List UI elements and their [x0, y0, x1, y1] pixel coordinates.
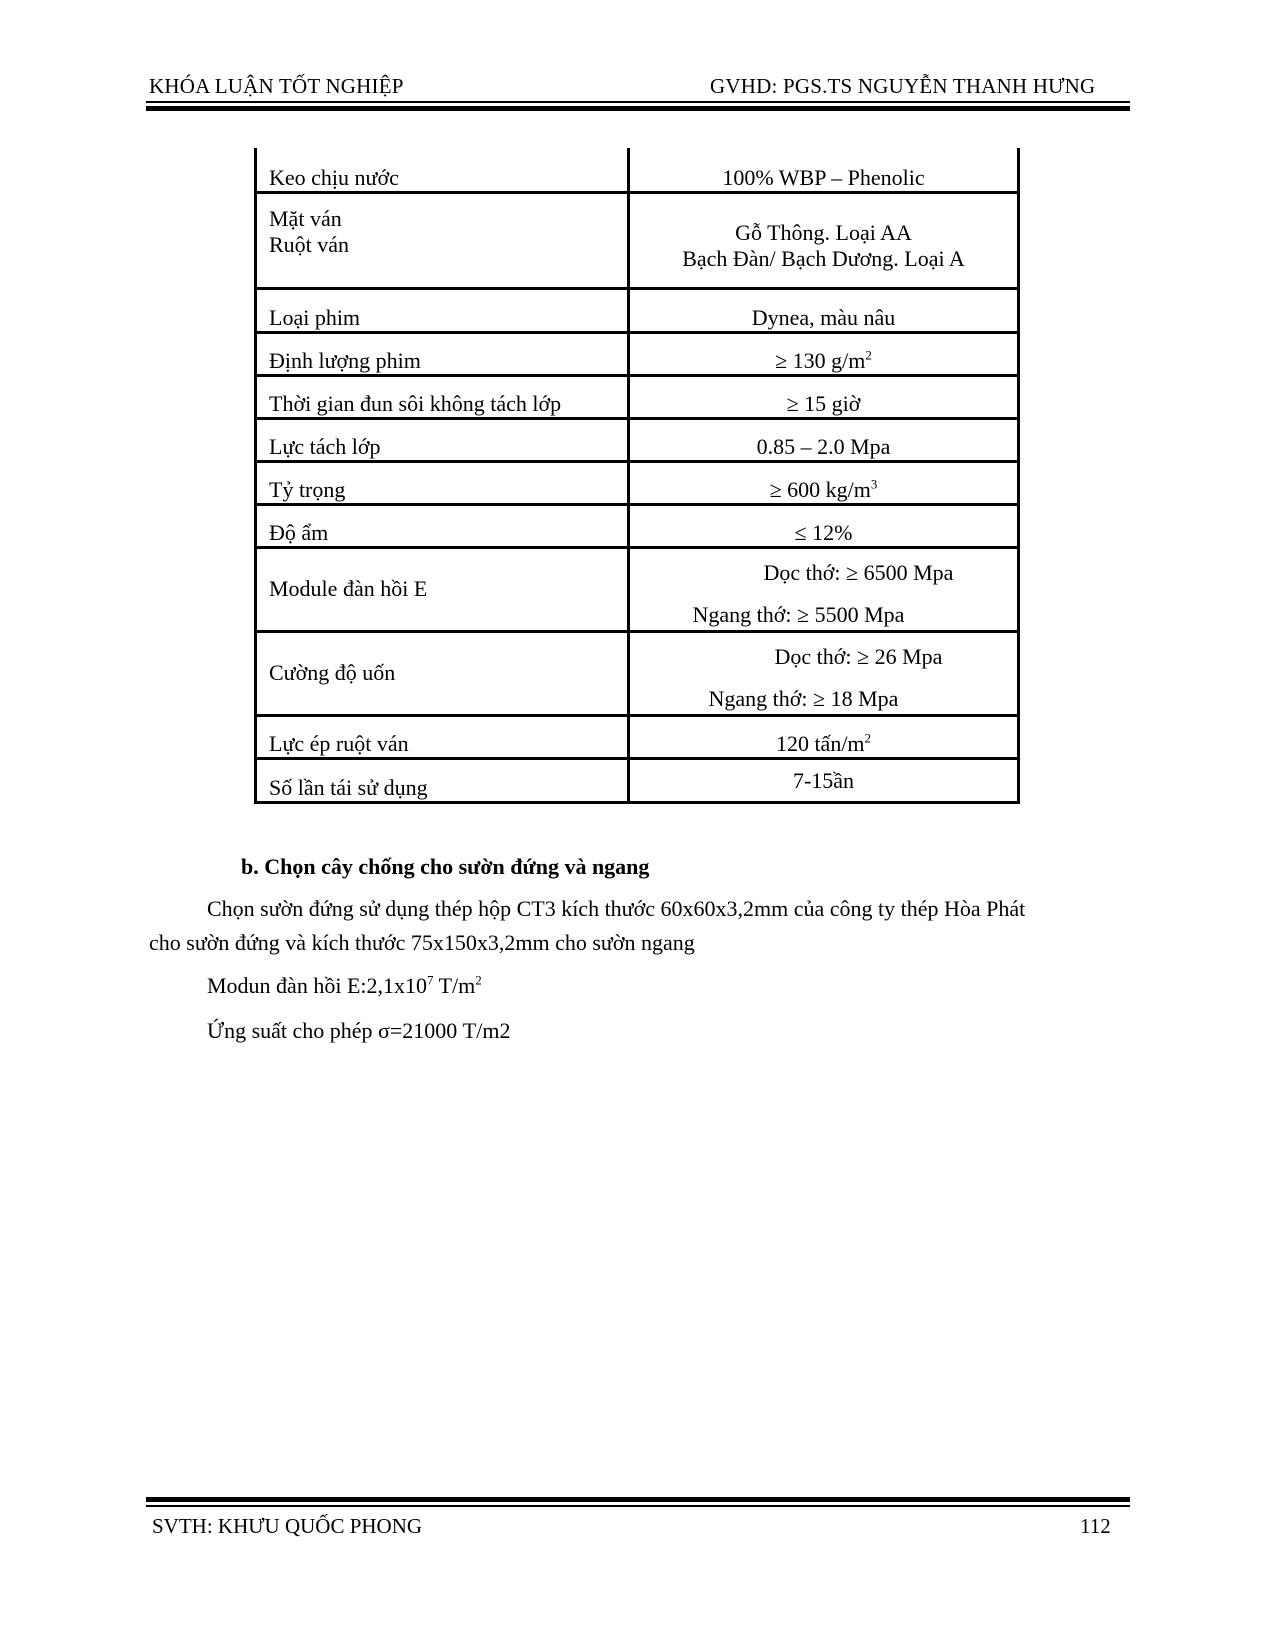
footer-rule-thin	[146, 1505, 1130, 1507]
table-cell-label: Độ ẩm	[256, 504, 629, 547]
section-heading: b. Chọn cây chống cho sườn đứng và ngang	[241, 854, 650, 879]
table-row	[256, 631, 1019, 715]
table-cell-label: Module đàn hồi E	[256, 547, 629, 631]
table-cell-label: Tỷ trọng	[256, 461, 629, 504]
table-cell-value: 7-15ần	[629, 758, 1019, 802]
table-row	[256, 461, 1019, 504]
table-row	[256, 375, 1019, 418]
table-row	[256, 547, 1019, 631]
table-cell-value: ≤ 12%	[629, 504, 1019, 547]
stress-line: Ứng suất cho phép σ=21000 T/m2	[207, 1018, 511, 1043]
header-thesis-title: KHÓA LUẬN TỐT NGHIỆP	[149, 74, 404, 98]
table-cell-value: 0.85 – 2.0 Mpa	[629, 418, 1019, 461]
table-cell-value: ≥ 600 $kg/m^3$	[629, 461, 1019, 504]
table-row	[256, 332, 1019, 375]
table-cell-label: Cường độ uốn	[256, 631, 629, 715]
table-cell-value: 100% WBP – Phenolic	[629, 148, 1019, 192]
table-cell-label: Loại phim	[256, 288, 629, 332]
table-cell-label: Lực ép ruột ván	[256, 715, 629, 758]
table-row	[256, 418, 1019, 461]
table-row	[256, 288, 1019, 332]
header-advisor: GVHD: PGS.TS NGUYỄN THANH HƯNG	[710, 74, 1096, 98]
table-cell-label: Mặt ván Ruột ván	[256, 192, 629, 288]
spec-table	[254, 148, 1020, 804]
table-cell-label: Keo chịu nước	[256, 148, 629, 192]
table-row	[256, 192, 1019, 288]
table-cell-value: Dọc thớ: ≥ 26 Mpa Ngang thớ: ≥ 18 Mpa	[629, 631, 1019, 715]
table-cell-value: ≥ 130 $g/m^2$	[629, 332, 1019, 375]
paragraph-line-1: Chọn sườn đứng sử dụng thép hộp CT3 kích thước 60x60x3,2mm của công ty thép Hòa Phát	[207, 896, 1026, 921]
header-rule-thick	[146, 106, 1130, 111]
table-row	[256, 758, 1019, 802]
footer-student: SVTH: KHƯU QUỐC PHONG	[152, 1514, 423, 1538]
table-cell-value: Dynea, màu nâu	[629, 288, 1019, 332]
header-rule-thin	[146, 101, 1130, 103]
table-cell-value: Gỗ Thông. Loại AA Bạch Đàn/ Bạch Dương. Loại A	[629, 192, 1019, 288]
table-row	[256, 148, 1019, 192]
footer-rule-thick	[146, 1497, 1130, 1502]
table-cell-label: Thời gian đun sôi không tách lớp	[256, 375, 629, 418]
table-cell-label: Lực tách lớp	[256, 418, 629, 461]
paragraph-line-2: cho sườn đứng và kích thước 75x150x3,2mm cho sườn ngang	[149, 930, 695, 955]
table-cell-label: Số lần tái sử dụng	[256, 758, 629, 802]
page-number: 112	[1080, 1514, 1111, 1538]
table-cell-label: Định lượng phim	[256, 332, 629, 375]
modulus-line: Modun đàn hồi $E:2,1x10^7$ $T/m^2$	[207, 972, 482, 998]
table-row	[256, 504, 1019, 547]
table-cell-value: ≥ 15 giờ	[629, 375, 1019, 418]
table-cell-value: Dọc thớ: ≥ 6500 Mpa Ngang thớ: ≥ 5500 Mpa	[629, 547, 1019, 631]
table-row	[256, 715, 1019, 758]
table-cell-value: 120 tấn/$m^2$	[629, 715, 1019, 758]
